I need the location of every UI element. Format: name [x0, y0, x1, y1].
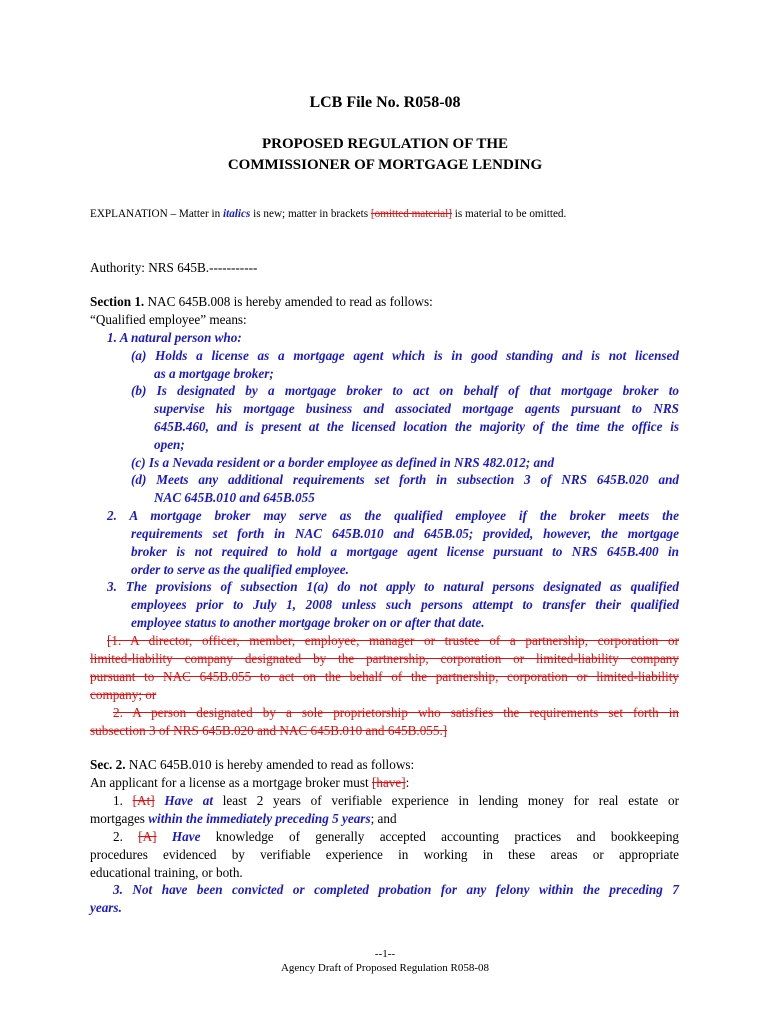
explanation-prefix: EXPLANATION – Matter in	[90, 208, 223, 220]
s1-line-b3: 645B.460, and is present at the licensed location the majority of the time the office is	[154, 419, 679, 434]
s2-item-1-line-1	[113, 792, 679, 810]
s1-line-a2: as a mortgage broker;	[154, 366, 274, 381]
s2-item-2-line-1	[113, 828, 679, 846]
section-1-label: Section 1.	[90, 294, 145, 309]
explanation-suffix: is material to be omitted.	[451, 208, 567, 220]
section-1-heading	[90, 293, 433, 311]
s2-item-1-new: Have at	[154, 793, 213, 808]
s1-line-d1: (d) Meets any additional requirements set forth in subsection 3 of NRS 645B.020 and	[131, 472, 679, 487]
regulation-title-line-1: PROPOSED REGULATION OF THE	[261, 136, 508, 152]
page-number: --1--	[374, 948, 396, 960]
s2-item-2-deleted: [A]	[138, 829, 157, 844]
section-2-heading	[90, 756, 414, 774]
s2-item-2-new: Have	[156, 829, 201, 844]
section-2-label: Sec. 2.	[90, 757, 126, 772]
s2-intro-deleted: [have]	[371, 775, 406, 790]
regulation-title-line-2: COMMISSIONER OF MORTGAGE LENDING	[227, 157, 543, 173]
s2-item-1-l2-prefix: mortgages	[90, 811, 149, 826]
s2-item-2-num: 2.	[113, 829, 139, 844]
s1-deleted-4: company; or	[90, 687, 157, 702]
file-number: LCB File No. R058-08	[309, 94, 461, 111]
s1-line-a1: (a) Holds a license as a mortgage agent which is in good standing and is not licensed	[131, 348, 679, 363]
explanation-omitted: [omitted material]	[370, 208, 452, 220]
s1-line-2-3: broker is not required to hold a mortgage agent license pursuant to NRS 645B.400 in	[131, 544, 679, 559]
s1-line-3-3: employee status to another mortgage broker on or after that date.	[131, 615, 485, 630]
s1-deleted-1: [1. A director, officer, member, employee, manager or trustee of a partnership, corporation or	[107, 633, 679, 648]
s1-line-d2: NAC 645B.010 and 645B.055	[154, 490, 315, 505]
footer-caption: Agency Draft of Proposed Regulation R058-08	[280, 962, 490, 974]
s2-intro-suffix: :	[405, 775, 410, 790]
s1-line-b2: supervise his mortgage business and associated mortgage agents pursuant to NRS	[154, 401, 679, 416]
s2-item-3-line-2: years.	[90, 900, 122, 915]
s1-line-b4: open;	[154, 437, 185, 452]
s2-intro-prefix: An applicant for a license as a mortgage broker must	[90, 775, 372, 790]
s1-line-c: (c) Is a Nevada resident or a border employee as defined in NRS 482.012; and	[131, 455, 555, 470]
s2-item-2-text: knowledge of generally accepted accounting practices and bookkeeping	[200, 829, 680, 844]
s1-line-2-1: 2. A mortgage broker may serve as the qualified employee if the broker meets the	[107, 508, 679, 523]
s1-line-3-2: employees prior to July 1, 2008 unless such persons attempt to transfer their qualified	[131, 597, 679, 612]
s1-deleted-6: subsection 3 of NRS 645B.020 and NAC 645B.010 and 645B.055.]	[90, 723, 448, 738]
authority-line: Authority: NRS 645B.-----------	[90, 260, 258, 275]
s2-item-1-num: 1.	[113, 793, 133, 808]
s2-item-1-l2-new: within the immediately preceding 5 years	[148, 811, 371, 826]
explanation-mid: is new; matter in brackets	[250, 208, 371, 220]
section-2-intro	[90, 774, 409, 792]
s2-item-1-line-2	[90, 810, 397, 828]
s1-line-1: 1. A natural person who:	[107, 330, 242, 345]
s2-item-1-text: least 2 years of verifiable experience in lending money for real estate or	[213, 793, 679, 808]
s1-line-b1: (b) Is designated by a mortgage broker to act on behalf of that mortgage broker to	[131, 383, 679, 398]
s1-line-2-4: order to serve as the qualified employee.	[131, 562, 349, 577]
explanation-note	[90, 205, 566, 223]
s1-line-2-2: requirements set forth in NAC 645B.010 and 645B.05; provided, however, the mortgage	[131, 526, 679, 541]
section-1-intro: “Qualified employee” means:	[90, 312, 247, 327]
section-1-heading-text: NAC 645B.008 is hereby amended to read as follows:	[144, 294, 433, 309]
s1-deleted-3: pursuant to NAC 645B.055 to act on the behalf of the partnership, corporation or limited-liability	[90, 669, 679, 684]
s1-line-3-1: 3. The provisions of subsection 1(a) do not apply to natural persons designated as qualified	[107, 579, 679, 594]
s2-item-1-l2-suffix: ; and	[370, 811, 397, 826]
s2-item-1-deleted: [At]	[132, 793, 155, 808]
s2-item-2-line-3: educational training, or both.	[90, 865, 243, 880]
s1-deleted-2: limited-liability company designated by the partnership, corporation or limited-liability company	[90, 651, 679, 666]
s1-deleted-5: 2. A person designated by a sole proprietorship who satisfies the requirements set forth in	[113, 705, 679, 720]
section-2-heading-text: NAC 645B.010 is hereby amended to read as follows:	[125, 757, 415, 772]
s2-item-3-line-1: 3. Not have been convicted or completed probation for any felony within the preceding 7	[113, 882, 679, 897]
s2-item-2-line-2: procedures evidenced by verifiable experience in working in these areas or appropriate	[90, 847, 679, 862]
explanation-italics: italics	[223, 208, 251, 220]
